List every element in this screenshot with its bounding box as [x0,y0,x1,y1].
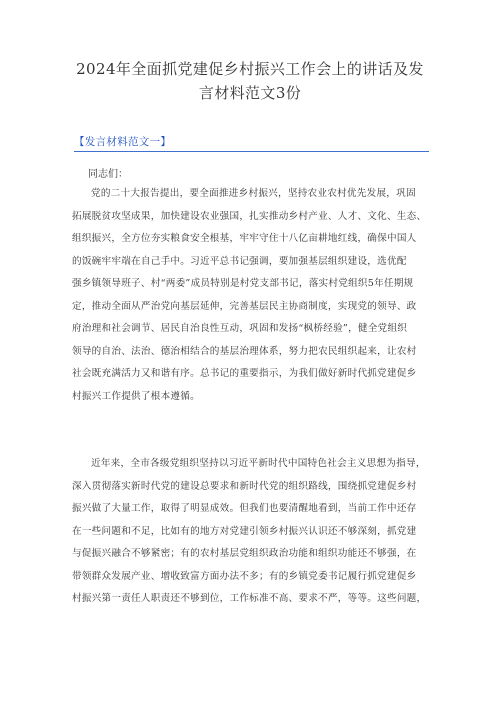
paragraph-2-line: 村振兴第一责任人职责还不够到位，工作标准不高、要求不严，等等。这些问题， [72,593,427,604]
paragraph-2-line: 近年来，全市各级党组织坚持以习近平新时代中国特色社会主义思想为指导， [91,458,426,469]
paragraph-1-line: 的饭碗牢牢端在自己手中。习近平总书记强调，要加强基层组织建设，选优配 [72,255,407,267]
paragraph-2-line: 与促振兴融合不够紧密；有的农村基层党组织政治功能和组织功能还不够强，在 [72,548,417,559]
paragraph-1-line: 社会既充满活力又和谐有序。总书记的重要指示，为我们做好新时代抓党建促乡 [72,368,417,379]
paragraph-1-line: 定，推动全面从严治党向基层延伸，完善基层民主协商制度，实现党的领导、政 [72,300,417,312]
paragraph-1-line: 党的二十大报告提出，要全面推进乡村振兴，坚持农业农村优先发展，巩固 [91,188,416,199]
section-heading: 【发言材料范文一】 [74,136,172,148]
paragraph-2 [72,453,428,611]
paragraph-2-line: 带领群众发展产业、增收致富方面办法不多；有的乡镇党委书记履行抓党建促乡 [72,570,417,582]
document-title-line-2: 言材料范文3份 [198,84,302,102]
paragraph-2-line: 在一些问题和不足，比如有的地方对党建引领乡村振兴认识还不够深刻，抓党建 [72,525,417,537]
paragraph-1 [72,183,428,408]
paragraph-2-line: 振兴做了大量工作，取得了明显成效。但我们也要清醒地看到，当前工作中还存 [72,503,417,514]
paragraph-1-line: 拓展脱贫攻坚成果，加快建设农业强国，扎实推动乡村产业、人才、文化、生态、 [72,210,427,222]
paragraph-1-line: 领导的自治、法治、德治相结合的基层治理体系，努力把农民组织起来，让农村 [72,345,417,357]
paragraph-1-line: 府治理和社会调节、居民自治良性互动，巩固和发扬“枫桥经验”，健全党组织 [72,323,408,334]
paragraph-1-line: 组织振兴，全方位夯实粮食安全根基，牢牢守住十八亿亩耕地红线，确保中国人 [72,233,417,244]
paragraph-2-line: 深入贯彻落实新时代党的建设总要求和新时代党的组织路线，围绕抓党建促乡村 [72,480,417,492]
document-title-line-1: 2024年全面抓党建促乡村振兴工作会上的讲话及发 [76,60,424,78]
section-heading-bar [74,131,429,152]
greeting: 同志们： [88,169,128,180]
paragraph-1-line: 强乡镇领导班子、村“两委”成员特别是村党支部书记，落实村党组织5年任期规 [72,278,414,289]
paragraph-1-line: 村振兴工作提供了根本遵循。 [72,390,200,402]
